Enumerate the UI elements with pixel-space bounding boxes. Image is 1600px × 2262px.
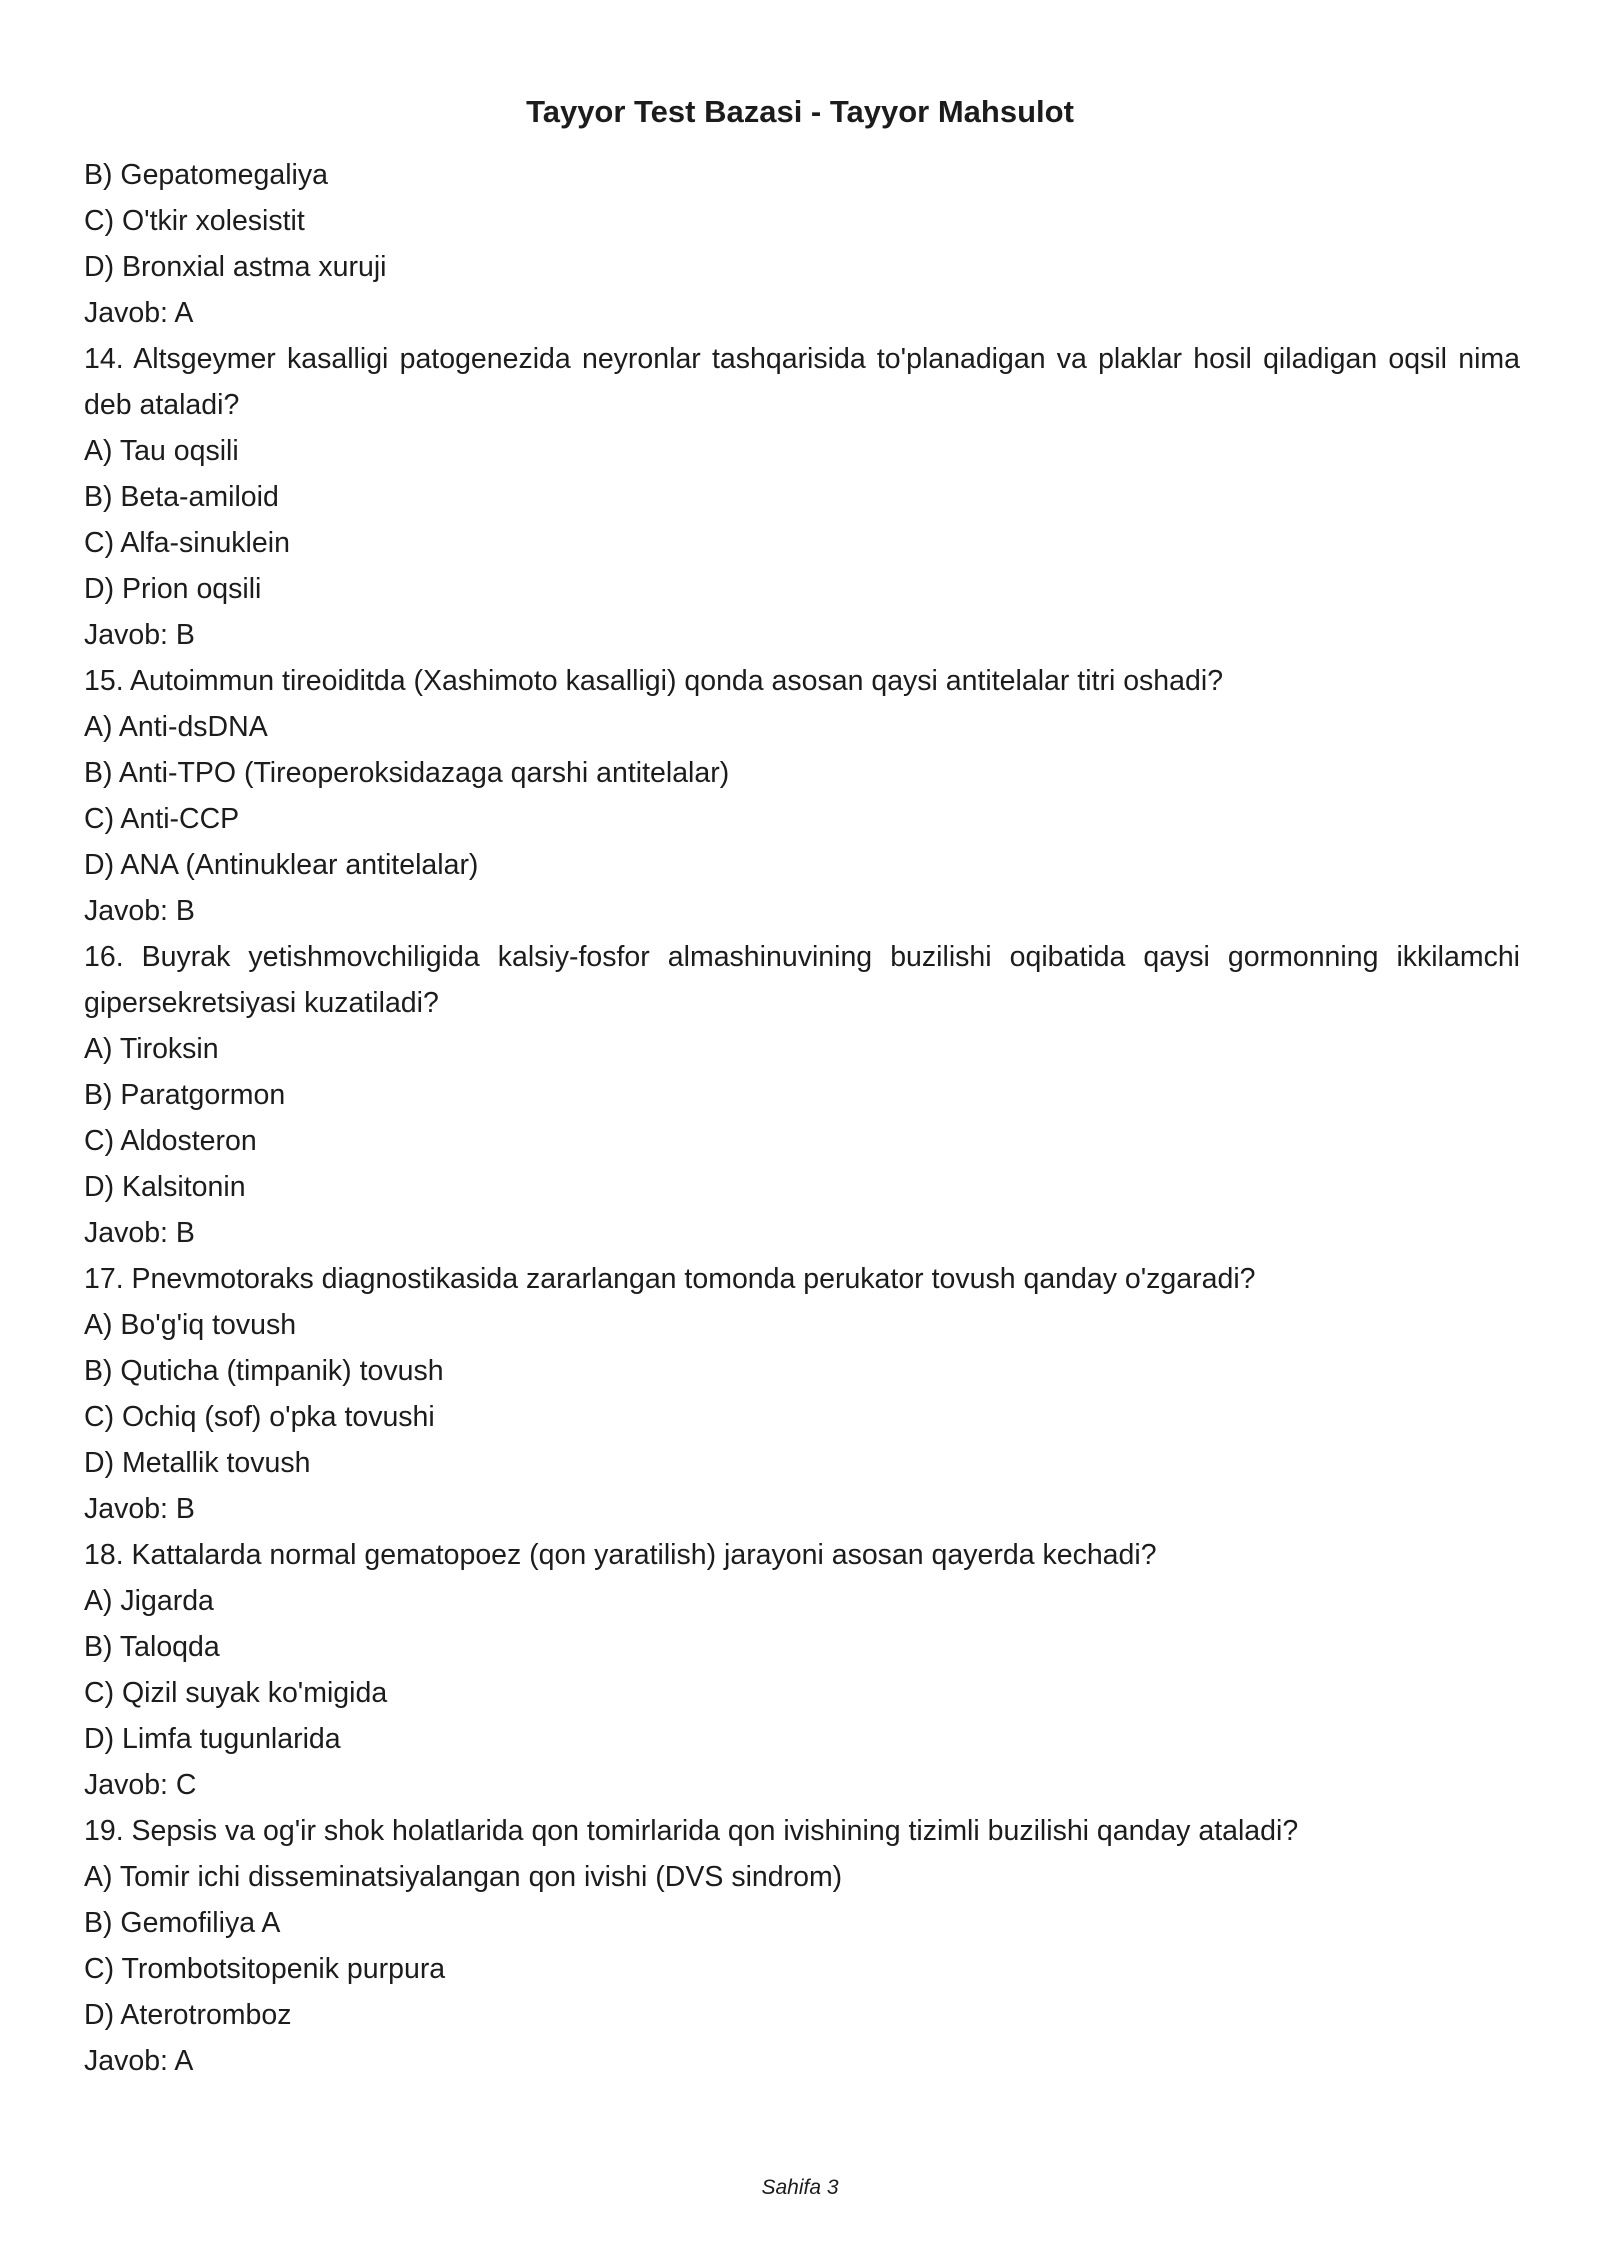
- option-line: B) Beta-amiloid: [84, 481, 279, 513]
- question-line: 16. Buyrak yetishmovchiligida kalsiy-fosfor almashinuvining buzilishi oqibatida qaysi gormonning ikkilamchi gipersekretsiyasi kuzatiladi?: [84, 941, 1520, 1019]
- option-line: A) Anti-dsDNA: [84, 711, 268, 743]
- option-line: C) O'tkir xolesistit: [84, 205, 305, 237]
- answer-line: Javob: B: [84, 619, 195, 651]
- option-line: B) Anti-TPO (Tireoperoksidazaga qarshi antitelalar): [84, 757, 730, 789]
- option-line: D) Limfa tugunlarida: [84, 1723, 341, 1755]
- test-content: [84, 152, 1520, 2084]
- page-number: Sahifa 3: [761, 2176, 839, 2199]
- question-line: 19. Sepsis va og'ir shok holatlarida qon tomirlarida qon ivishining tizimli buzilishi qanday ataladi?: [84, 1815, 1299, 1847]
- option-line: C) Aldosteron: [84, 1125, 257, 1157]
- option-line: D) Prion oqsili: [84, 573, 262, 605]
- option-line: A) Bo'g'iq tovush: [84, 1309, 297, 1341]
- answer-line: Javob: A: [84, 2045, 194, 2077]
- option-line: D) ANA (Antinuklear antitelalar): [84, 849, 479, 881]
- option-line: D) Aterotromboz: [84, 1999, 292, 2031]
- answer-line: Javob: B: [84, 1493, 195, 1525]
- option-line: C) Anti-CCP: [84, 803, 240, 835]
- option-line: D) Bronxial astma xuruji: [84, 251, 387, 283]
- option-line: B) Gemofiliya A: [84, 1907, 281, 1939]
- option-line: C) Trombotsitopenik purpura: [84, 1953, 446, 1985]
- question-line: 14. Altsgeymer kasalligi patogenezida neyronlar tashqarisida to'planadigan va plaklar hosil qiladigan oqsil nima deb ataladi?: [84, 343, 1520, 421]
- option-line: B) Taloqda: [84, 1631, 220, 1663]
- option-line: B) Gepatomegaliya: [84, 159, 328, 191]
- answer-line: Javob: C: [84, 1769, 197, 1801]
- option-line: C) Alfa-sinuklein: [84, 527, 290, 559]
- answer-line: Javob: A: [84, 297, 194, 329]
- answer-line: Javob: B: [84, 1217, 195, 1249]
- answer-line: Javob: B: [84, 895, 195, 927]
- question-line: 18. Kattalarda normal gematopoez (qon yaratilish) jarayoni asosan qayerda kechadi?: [84, 1539, 1157, 1571]
- question-line: 17. Pnevmotoraks diagnostikasida zararlangan tomonda perukator tovush qanday o'zgaradi?: [84, 1263, 1256, 1295]
- option-line: B) Paratgormon: [84, 1079, 286, 1111]
- option-line: A) Jigarda: [84, 1585, 214, 1617]
- question-line: 15. Autoimmun tireoiditda (Xashimoto kasalligi) qonda asosan qaysi antitelalar titri oshadi?: [84, 665, 1224, 697]
- option-line: A) Tiroksin: [84, 1033, 219, 1065]
- option-line: B) Quticha (timpanik) tovush: [84, 1355, 444, 1387]
- option-line: C) Ochiq (sof) o'pka tovushi: [84, 1401, 435, 1433]
- option-line: A) Tau oqsili: [84, 435, 239, 467]
- option-line: A) Tomir ichi disseminatsiyalangan qon ivishi (DVS sindrom): [84, 1861, 843, 1893]
- page-title: Tayyor Test Bazasi - Tayyor Mahsulot: [526, 94, 1074, 129]
- option-line: D) Kalsitonin: [84, 1171, 246, 1203]
- option-line: D) Metallik tovush: [84, 1447, 311, 1479]
- option-line: C) Qizil suyak ko'migida: [84, 1677, 388, 1709]
